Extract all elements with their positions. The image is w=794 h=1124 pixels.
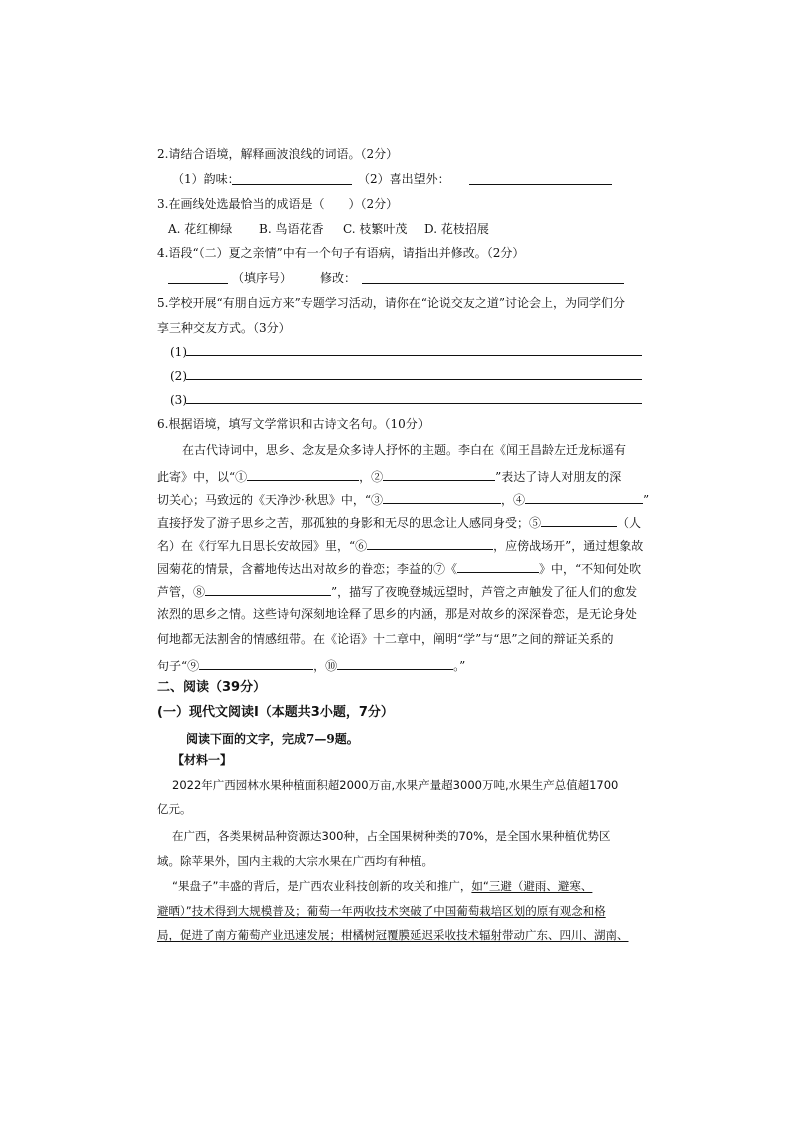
q4-stem: 4.语段“（二）夏之亲情”中有一个句子有语病，请指出并修改。（2分） (157, 246, 525, 260)
material-label: 【材料一】 (172, 753, 233, 767)
subsection-title: (一）现代文阅读Ⅰ（本题共3小题，7分） (157, 705, 394, 720)
q3-option-b: B. 鸟语花香 (259, 222, 324, 236)
material-text: 2022年广西园林水果种植面积超2000万亩,水果产量超3000万吨,水果生产总值超1700 (172, 778, 619, 792)
q6-text: 句子“⑨ (157, 659, 200, 673)
q2-stem: 2.请结合语境，解释画波浪线的词语。（2分） (157, 147, 399, 161)
reading-instruction: 阅读下面的文字，完成7—9题。 (186, 732, 359, 746)
q3-option-c: C. 枝繁叶茂 (343, 222, 408, 236)
q6-paragraph-line: 何地都无法割舍的情感纽带。在《论语》十二章中，阐明“学”与“思”之间的辩证关系的 (157, 632, 614, 646)
q6-blank-9[interactable] (199, 656, 313, 670)
q6-text: ” (642, 493, 650, 507)
q2-item2-blank[interactable] (469, 184, 612, 185)
material-text: 亿元。 (157, 802, 192, 816)
q6-blank-6[interactable] (367, 536, 493, 550)
q6-text: ，应傍战场开”，通过想象故 (493, 539, 644, 553)
q6-text: 园菊花的情景，含蓄地传达出对故乡的眷恋；李益的⑦《 (157, 562, 458, 576)
q2-item1-label: （1）韵味： (172, 172, 240, 186)
q5-blank-1[interactable] (186, 355, 642, 356)
q6-paragraph-line (157, 656, 465, 674)
material-text (172, 878, 592, 894)
q6-stem: 6.根据语境，填写文学常识和古诗文名句。（10分） (157, 417, 430, 431)
q6-text: 》中，“不知何处吹 (539, 562, 642, 576)
q6-blank-1[interactable] (247, 467, 359, 481)
q6-paragraph-line (157, 467, 621, 485)
q5-stem-line2: 享三种交友方式。（3分） (157, 321, 291, 335)
q3-option-a: A. 花红柳绿 (168, 222, 233, 236)
q6-text: ，② (359, 470, 384, 484)
q6-text: 切关心；马致远的《天净沙·秋思》中，“③ (157, 493, 383, 507)
q5-blank-2-label: (2) (170, 369, 187, 383)
q6-text: 名）在《行军九日思长安故园》里，“⑥ (157, 539, 368, 553)
q6-text: ，④ (500, 493, 525, 507)
q2-item2-label: （2）喜出望外： (358, 172, 450, 186)
material-text-underlined: 如“三避（避雨、避寒、 (471, 879, 593, 893)
q6-blank-8[interactable] (205, 582, 331, 596)
q6-paragraph-line: 浓烈的思乡之情。这些诗句深刻地诠释了思乡的内涵，那是对故乡的深深眷恋，是无论身处 (157, 607, 638, 621)
q5-blank-1-label: (1) (170, 345, 187, 359)
q3-stem: 3.在画线处选最恰当的成语是（ ）（2分） (157, 197, 399, 211)
material-text-plain: “果盘子”丰盛的背后，是广西农业科技创新的攻关和推广， (172, 879, 472, 893)
q6-blank-10[interactable] (337, 656, 453, 670)
q4-modify-label: 修改： (320, 271, 357, 285)
q5-blank-3[interactable] (186, 403, 642, 404)
q5-blank-2[interactable] (186, 379, 642, 380)
q6-text: 此寄》中，以“① (157, 470, 248, 484)
q6-blank-3[interactable] (383, 490, 501, 504)
q6-blank-5[interactable] (541, 513, 617, 527)
q6-text: 直接抒发了游子思乡之苦，那孤独的身影和无尽的思念让人感同身受；⑤ (157, 516, 542, 530)
q6-text: （人 (617, 516, 642, 530)
q6-paragraph-line (157, 582, 637, 600)
q5-blank-3-label: (3) (170, 393, 187, 407)
section-title: 二、阅读（39分） (157, 680, 267, 695)
q6-paragraph-line (157, 513, 641, 531)
q4-modify-blank[interactable] (362, 283, 624, 284)
q6-blank-4[interactable] (525, 490, 643, 504)
q6-text: ，⑩ (313, 659, 338, 673)
q6-blank-2[interactable] (383, 467, 495, 481)
q6-paragraph-line (157, 490, 649, 508)
q6-text: 。” (453, 659, 466, 673)
q6-paragraph-line: 在古代诗词中，思乡、念友是众多诗人抒怀的主题。李白在《闻王昌龄左迁龙标遥有 (182, 443, 627, 457)
q6-blank-7[interactable] (457, 559, 539, 573)
material-text-underlined: 局，促进了南方葡萄产业迅速发展；柑橘树冠覆膜延迟采收技术辐射带动广东、四川、湖南、 (157, 928, 629, 942)
q6-text: 芦管，⑧ (157, 585, 206, 599)
q2-item1-blank[interactable] (232, 184, 352, 185)
q5-stem-line1: 5.学校开展“有朋自远方来”专题学习活动，请你在“论说交友之道”讨论会上，为同学们分 (157, 296, 625, 310)
q6-text: ”表达了诗人对朋友的深 (495, 470, 622, 484)
material-text: 在广西，各类果树品种资源达300种，占全国果树种类的70%，是全国水果种植优势区 (172, 829, 611, 843)
q4-fill-label: （填序号） (232, 271, 293, 285)
q6-paragraph-line (157, 559, 641, 577)
material-text: 域。除苹果外，国内主栽的大宗水果在广西均有种植。 (157, 854, 433, 868)
q6-text: ”，描写了夜晚登城远望时，芦管之声触发了征人们的愈发 (331, 585, 638, 599)
q6-paragraph-line (157, 536, 643, 554)
q3-option-d: D. 花枝招展 (424, 222, 489, 236)
q4-number-blank[interactable] (168, 283, 228, 284)
material-text-underlined: 避晒）”技术得到大规模普及；葡萄一年两收技术突破了中国葡萄栽培区划的原有观念和格 (157, 904, 606, 918)
